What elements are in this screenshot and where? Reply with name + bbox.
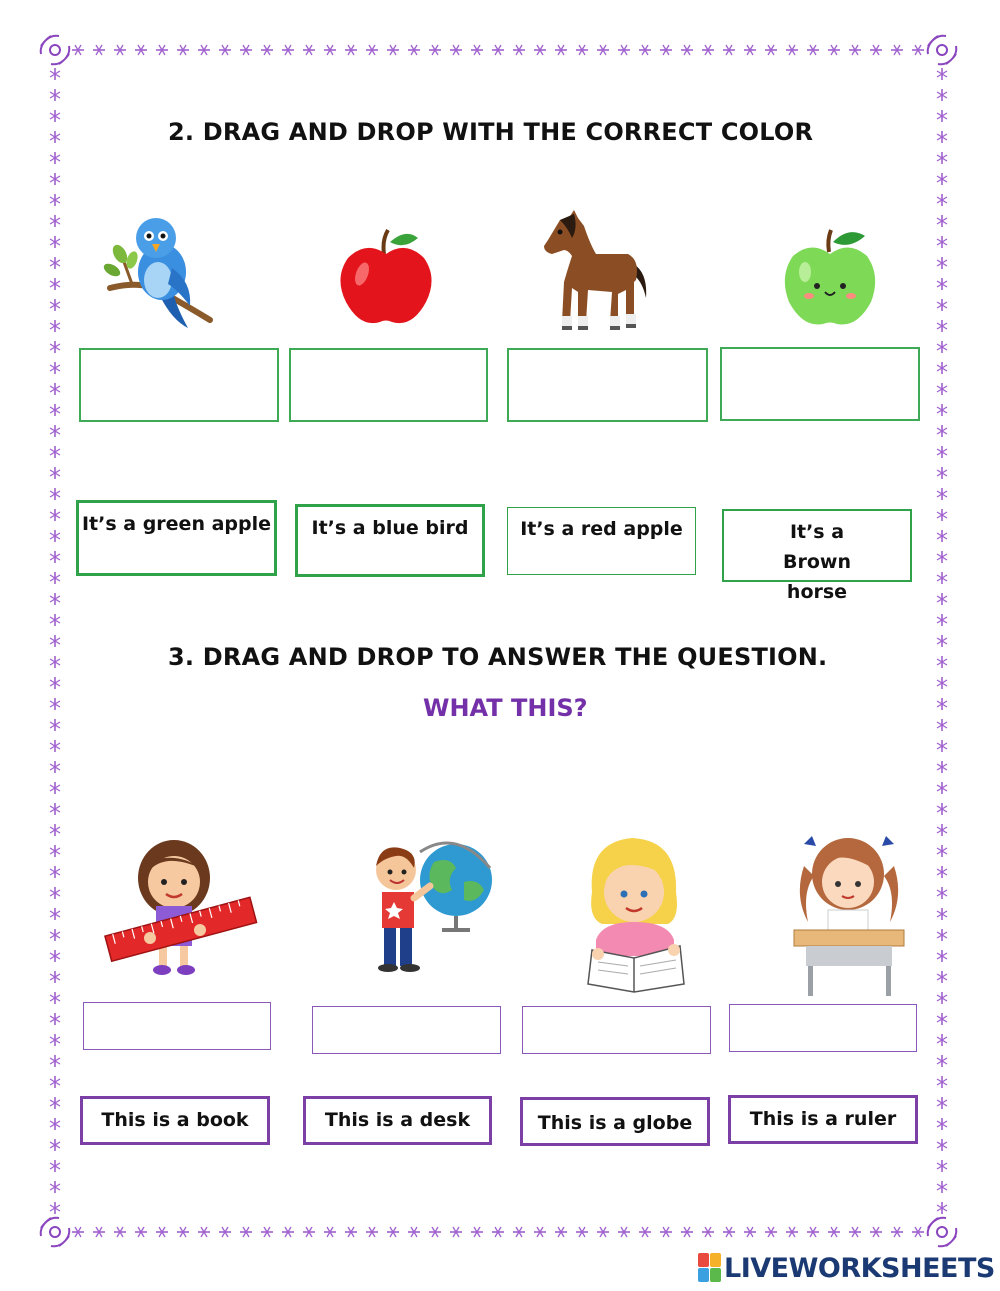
- question-text: WHAT THIS?: [423, 694, 588, 722]
- red-apple-icon: [336, 226, 436, 328]
- option-label: It’s a Brown horse: [783, 521, 851, 603]
- option-label: This is a book: [101, 1109, 249, 1131]
- option-label: It’s a blue bird: [311, 517, 469, 539]
- drop-zone-globe[interactable]: [312, 1006, 501, 1054]
- section3-title: 3. DRAG AND DROP TO ANSWER THE QUESTION.: [168, 643, 828, 671]
- boy-with-globe-icon: [360, 838, 496, 978]
- option-red-apple[interactable]: [507, 507, 696, 575]
- option-brown-horse[interactable]: [722, 509, 912, 603]
- girl-reading-book-icon: [582, 832, 692, 994]
- drop-zone-green-apple[interactable]: [720, 347, 920, 421]
- drop-zone-ruler[interactable]: [83, 1002, 271, 1050]
- option-label: This is a globe: [537, 1112, 693, 1134]
- option-desk[interactable]: [303, 1096, 492, 1145]
- option-label: This is a ruler: [749, 1108, 897, 1130]
- liveworksheets-logo-text: LIVEWORKSHEETS: [724, 1252, 995, 1284]
- option-book[interactable]: [80, 1096, 270, 1145]
- drop-zone-horse[interactable]: [507, 348, 708, 422]
- section2-title: 2. DRAG AND DROP WITH THE CORRECT COLOR: [168, 118, 814, 146]
- blue-bird-icon: [102, 210, 214, 332]
- green-apple-icon: [781, 224, 879, 330]
- girl-with-ruler-icon: [104, 838, 260, 978]
- option-label: This is a desk: [324, 1109, 471, 1131]
- drop-zone-red-apple[interactable]: [289, 348, 488, 422]
- option-blue-bird[interactable]: [295, 504, 485, 577]
- liveworksheets-logo-mark-icon: [698, 1253, 722, 1283]
- option-label: It’s a red apple: [520, 518, 683, 540]
- option-ruler[interactable]: [728, 1095, 918, 1144]
- option-globe[interactable]: [520, 1097, 710, 1146]
- brown-horse-icon: [538, 210, 654, 334]
- option-green-apple[interactable]: [76, 500, 277, 576]
- drop-zone-desk[interactable]: [729, 1004, 917, 1052]
- girl-at-desk-icon: [790, 826, 908, 998]
- drop-zone-book[interactable]: [522, 1006, 711, 1054]
- option-label: It’s a green apple: [81, 513, 272, 535]
- liveworksheets-logo: [698, 1252, 995, 1284]
- drop-zone-bird[interactable]: [79, 348, 279, 422]
